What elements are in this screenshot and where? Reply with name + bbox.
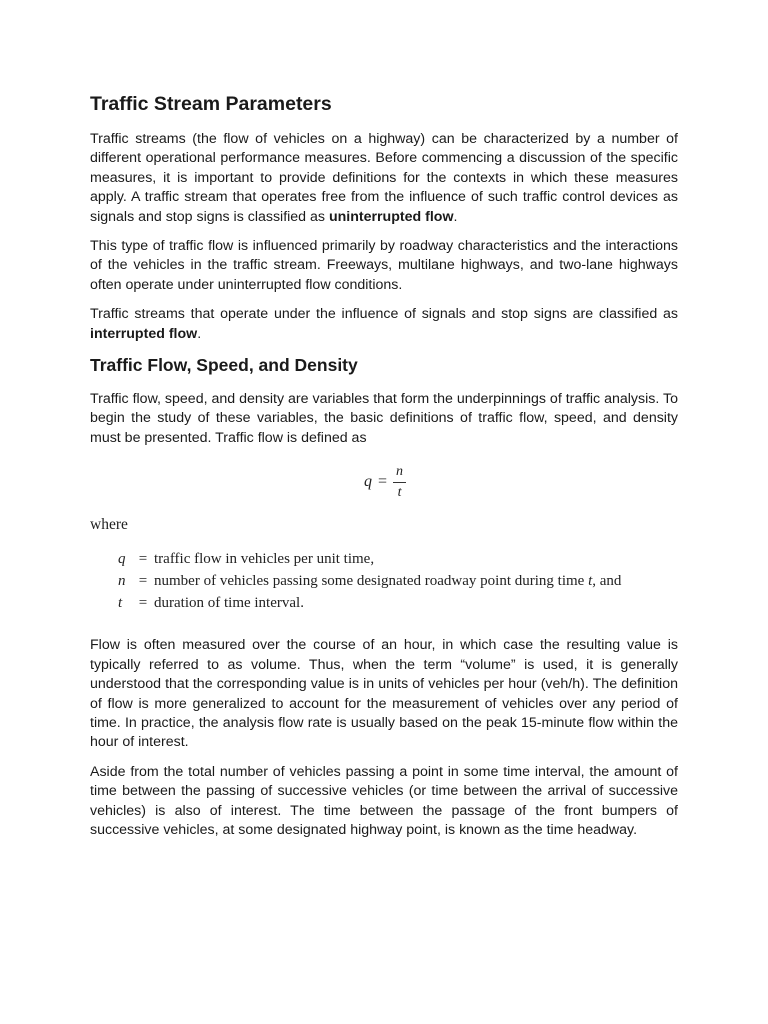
equation-equals: = xyxy=(378,473,388,491)
definition-symbol: n xyxy=(118,573,126,590)
subsection-title: Traffic Flow, Speed, and Density xyxy=(90,355,358,376)
equation-lhs: q xyxy=(364,473,372,491)
paragraph-interrupted-flow xyxy=(90,305,678,344)
paragraph-text: Traffic streams (the flow of vehicles on a highway) can be characterized by a number of different operational performance measures. Before commencing a discussion of the specific measures, it is important to provide definitions for the contexts in which these measures apply. A traffic stream that operates free from the influence of such traffic control devices as signals and stop signs is classified as xyxy=(90,131,678,225)
variable-definitions xyxy=(118,548,678,614)
definition-text: duration of time interval. xyxy=(154,595,304,612)
definition-t xyxy=(118,592,678,614)
definition-equals: = xyxy=(138,551,148,568)
flow-equation xyxy=(90,458,678,508)
paragraph-time-headway: Aside from the total number of vehicles passing a point in some time interval, the amount of time between the passing of successive vehicles (or time between the arrival of successive vehicles) is also of interest. The time between the passage of the front bumpers of successive vehicles, at some designated highway point, is known as the time headway. xyxy=(90,763,678,838)
definition-text: traffic flow in vehicles per unit time, xyxy=(154,551,375,568)
paragraph-end: . xyxy=(453,208,458,225)
definition-q xyxy=(118,548,678,570)
section-title: Traffic Stream Parameters xyxy=(90,93,332,115)
paragraph-flow-definition-intro: Traffic flow, speed, and density are variables that form the underpinnings of traffic analysis. To begin the study of these variables, the basic definitions of traffic flow, speed, and density must be presented. Traffic flow is defined as xyxy=(90,391,678,446)
definition-text-main: number of vehicles passing some designated roadway point during time xyxy=(154,573,589,590)
term-uninterrupted-flow: uninterrupted flow xyxy=(328,208,454,225)
paragraph-uninterrupted-flow xyxy=(90,130,678,227)
definition-n xyxy=(118,570,678,592)
equation-denominator: t xyxy=(397,484,402,500)
definition-equals: = xyxy=(138,573,148,590)
definition-text xyxy=(154,570,621,592)
where-label: where xyxy=(90,516,128,534)
document-page xyxy=(90,92,678,850)
equation-fraction xyxy=(393,464,406,501)
paragraph-text: Traffic streams that operate under the influence of signals and stop signs are classified as xyxy=(90,306,678,323)
equation-content xyxy=(364,460,406,504)
paragraph-roadway-characteristics: This type of traffic flow is influenced primarily by roadway characteristics and the interactions of the vehicles in the traffic stream. Freeways, multilane highways, and two-lane highways often operate under uninterrupted flow conditions. xyxy=(90,238,678,293)
definition-symbol: q xyxy=(118,551,126,568)
definition-equals: = xyxy=(138,595,148,612)
definition-tail: , and xyxy=(592,573,622,590)
paragraph-end: . xyxy=(197,325,202,342)
term-interrupted-flow: interrupted flow xyxy=(90,325,198,342)
definition-symbol: t xyxy=(118,595,123,612)
equation-numerator: n xyxy=(393,464,406,483)
definition-italic-t: t xyxy=(588,573,593,590)
paragraph-volume: Flow is often measured over the course of an hour, in which case the resulting value is typically referred to as volume. Thus, when the term “volume” is used, it is generally understood that the corresponding value is in units of vehicles per hour (veh/h). The definition of flow is more generalized to account for the measurement of vehicles over any period of time. In practice, the analysis flow rate is usually based on the peak 15-minute flow within the hour of interest. xyxy=(90,637,678,751)
